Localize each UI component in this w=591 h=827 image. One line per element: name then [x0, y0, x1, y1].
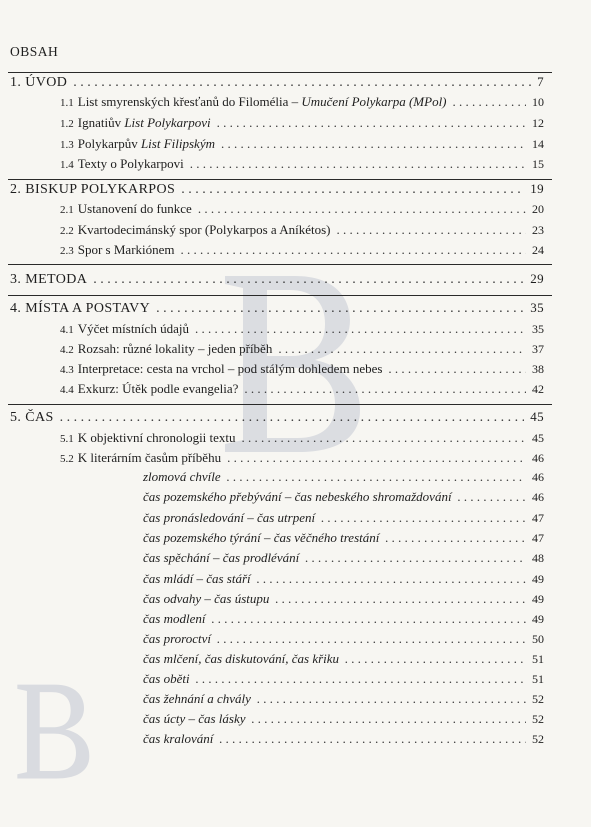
dot-leader	[73, 75, 531, 91]
subsection-title: čas pozemského týrání – čas věčného trestání	[143, 530, 380, 545]
toc-entry-subsection[interactable]	[143, 731, 544, 751]
dot-leader	[227, 450, 526, 466]
chapter-divider	[8, 295, 552, 296]
dot-leader	[227, 469, 526, 485]
toc-entry-section[interactable]	[60, 341, 544, 361]
toc-entry-subsection[interactable]	[143, 591, 544, 611]
subsection-title: čas kralování	[143, 731, 214, 746]
dot-leader	[195, 321, 526, 337]
toc-entry-section[interactable]	[60, 381, 544, 401]
chapter-divider	[8, 72, 552, 73]
page-number: 49	[532, 572, 544, 586]
toc-entry-section[interactable]	[60, 136, 544, 156]
dot-leader	[198, 201, 526, 217]
page-number: 52	[532, 692, 544, 706]
section-title: Rozsah: různé lokality – jeden příběh	[77, 341, 273, 356]
chapter-divider	[8, 179, 552, 180]
page-number: 23	[532, 223, 544, 237]
toc-entry-subsection[interactable]	[143, 611, 544, 631]
toc-entry-chapter-3[interactable]	[10, 271, 544, 291]
subsection-title: čas odvahy – čas ústupu	[143, 591, 270, 606]
dot-leader	[388, 361, 526, 377]
page-number: 10	[532, 95, 544, 109]
chapter-title: METODA	[25, 272, 88, 287]
page-number: 24	[532, 243, 544, 257]
dot-leader	[181, 182, 524, 198]
subsection-title: čas pronásledování – čas utrpení	[143, 510, 316, 525]
chapter-title: MÍSTA A POSTAVY	[25, 301, 151, 316]
page-number: 19	[530, 181, 544, 196]
section-title: List smyrenských křesťanů do Filomélia –	[77, 94, 299, 109]
page-number: 35	[532, 322, 544, 336]
subsection-title: zlomová chvíle	[143, 469, 221, 484]
dot-leader	[219, 731, 526, 747]
dot-leader	[321, 510, 526, 526]
page-number: 46	[532, 490, 544, 504]
toc-entry-subsection[interactable]	[143, 691, 544, 711]
section-number: 1.4	[60, 159, 74, 171]
dot-leader	[453, 94, 526, 110]
toc-entry-subsection[interactable]	[143, 671, 544, 691]
section-title-italic: List Filipským	[137, 136, 215, 151]
toc-entry-subsection[interactable]	[143, 469, 544, 489]
section-number: 4.1	[60, 324, 74, 336]
toc-entry-chapter-1[interactable]	[10, 74, 544, 94]
page-number: 47	[532, 531, 544, 545]
section-number: 1.1	[60, 97, 74, 109]
dot-leader	[275, 591, 526, 607]
dot-leader	[278, 341, 526, 357]
section-title: Výčet místních údajů	[77, 321, 189, 336]
page-number: 35	[530, 300, 544, 315]
chapter-title: ÚVOD	[25, 75, 68, 90]
section-title: Kvartodecimánský spor (Polykarpos a Aníkétos)	[77, 222, 331, 237]
toc-entry-subsection[interactable]	[143, 530, 544, 550]
chapter-number: 4.	[10, 301, 22, 316]
section-title: Spor s Markiónem	[77, 242, 175, 257]
dot-leader	[217, 115, 526, 131]
subsection-title: čas mládí – čas stáří	[143, 571, 251, 586]
dot-leader	[244, 381, 526, 397]
page-number: 20	[532, 202, 544, 216]
dot-leader	[181, 242, 526, 258]
section-number: 2.2	[60, 225, 74, 237]
page-number: 51	[532, 672, 544, 686]
page-number: 51	[532, 652, 544, 666]
section-title: Polykarpův	[77, 136, 138, 151]
dot-leader	[257, 691, 526, 707]
watermark-logo-small-icon	[12, 676, 92, 786]
toc-entry-chapter-4[interactable]	[10, 300, 544, 320]
toc-entry-section[interactable]	[60, 242, 544, 262]
section-title: Interpretace: cesta na vrchol – pod stálým dohledem nebes	[77, 361, 383, 376]
page-number: 37	[532, 342, 544, 356]
page-number: 45	[532, 431, 544, 445]
subsection-title: čas proroctví	[143, 631, 211, 646]
section-title: Exkurz: Útěk podle evangelia?	[77, 381, 239, 396]
toc-entry-subsection[interactable]	[143, 510, 544, 530]
dot-leader	[242, 430, 526, 446]
chapter-divider	[8, 264, 552, 265]
dot-leader	[336, 222, 526, 238]
page-number: 49	[532, 592, 544, 606]
dot-leader	[345, 651, 526, 667]
toc-heading: OBSAH	[10, 44, 59, 59]
page-number: 15	[532, 157, 544, 171]
subsection-title: čas oběti	[143, 671, 190, 686]
chapter-title: ČAS	[25, 410, 54, 425]
page-number: 52	[532, 712, 544, 726]
toc-entry-section[interactable]	[60, 115, 544, 135]
page-number: 46	[532, 451, 544, 465]
toc-entry-section[interactable]	[60, 430, 544, 450]
page-number: 45	[530, 409, 544, 424]
toc-entry-subsection[interactable]	[143, 651, 544, 671]
dot-leader	[196, 671, 526, 687]
toc-entry-section[interactable]	[60, 321, 544, 341]
section-number: 4.2	[60, 344, 74, 356]
toc-entry-chapter-5[interactable]	[10, 409, 544, 429]
section-number: 4.4	[60, 384, 74, 396]
section-title: K literárním časům příběhu	[77, 450, 222, 465]
page-number: 48	[532, 551, 544, 565]
dot-leader	[385, 530, 526, 546]
dot-leader	[217, 631, 526, 647]
chapter-title: BISKUP POLYKARPOS	[25, 182, 176, 197]
page-number: 29	[530, 271, 544, 286]
page-number: 52	[532, 732, 544, 746]
page-number: 38	[532, 362, 544, 376]
toc-entry-section[interactable]	[60, 361, 544, 381]
dot-leader	[458, 489, 526, 505]
dot-leader	[221, 136, 526, 152]
page-number: 50	[532, 632, 544, 646]
toc-entry-subsection[interactable]	[143, 550, 544, 570]
dot-leader	[252, 711, 526, 727]
toc-entry-subsection[interactable]	[143, 631, 544, 651]
dot-leader	[156, 301, 524, 317]
toc-entry-section[interactable]	[60, 450, 544, 470]
toc-entry-section[interactable]	[60, 156, 544, 176]
page-number: 49	[532, 612, 544, 626]
chapter-number: 3.	[10, 272, 22, 287]
section-number: 2.3	[60, 245, 74, 257]
dot-leader	[257, 571, 526, 587]
subsection-title: čas modlení	[143, 611, 206, 626]
dot-leader	[60, 410, 525, 426]
chapter-number: 5.	[10, 410, 22, 425]
dot-leader	[211, 611, 526, 627]
toc-entry-subsection[interactable]	[143, 571, 544, 591]
chapter-number: 2.	[10, 182, 22, 197]
dot-leader	[305, 550, 526, 566]
dot-leader	[93, 272, 524, 288]
section-number: 4.3	[60, 364, 74, 376]
page-number: 14	[532, 137, 544, 151]
section-number: 1.2	[60, 118, 74, 130]
section-number: 5.1	[60, 433, 74, 445]
section-title-italic: Umučení Polykarpa (MPol)	[298, 94, 447, 109]
page-number: 46	[532, 470, 544, 484]
chapter-divider	[8, 404, 552, 405]
dot-leader	[190, 156, 526, 172]
subsection-title: čas mlčení, čas diskutování, čas křiku	[143, 651, 340, 666]
page-number: 7	[537, 74, 544, 89]
toc-entry-section[interactable]	[60, 222, 544, 242]
page-number: 12	[532, 116, 544, 130]
subsection-title: čas úcty – čas lásky	[143, 711, 246, 726]
section-number: 2.1	[60, 204, 74, 216]
toc-entry-section[interactable]	[60, 94, 544, 114]
subsection-title: čas spěchání – čas prodlévání	[143, 550, 300, 565]
section-number: 5.2	[60, 453, 74, 465]
subsection-title: čas pozemského přebývání – čas nebeského shromaždování	[143, 489, 452, 504]
section-title-italic: List Polykarpovi	[121, 115, 211, 130]
toc-entry-section[interactable]	[60, 201, 544, 221]
section-title: Ustanovení do funkce	[77, 201, 192, 216]
toc-entry-subsection[interactable]	[143, 711, 544, 731]
subsection-title: čas žehnání a chvály	[143, 691, 251, 706]
page-number: 42	[532, 382, 544, 396]
toc-entry-subsection[interactable]	[143, 489, 544, 509]
section-title: K objektivní chronologii textu	[77, 430, 236, 445]
section-title: Ignatiův	[77, 115, 122, 130]
section-title: Texty o Polykarpovi	[77, 156, 184, 171]
toc-entry-chapter-2[interactable]	[10, 181, 544, 201]
page-number: 47	[532, 511, 544, 525]
section-number: 1.3	[60, 139, 74, 151]
chapter-number: 1.	[10, 75, 22, 90]
